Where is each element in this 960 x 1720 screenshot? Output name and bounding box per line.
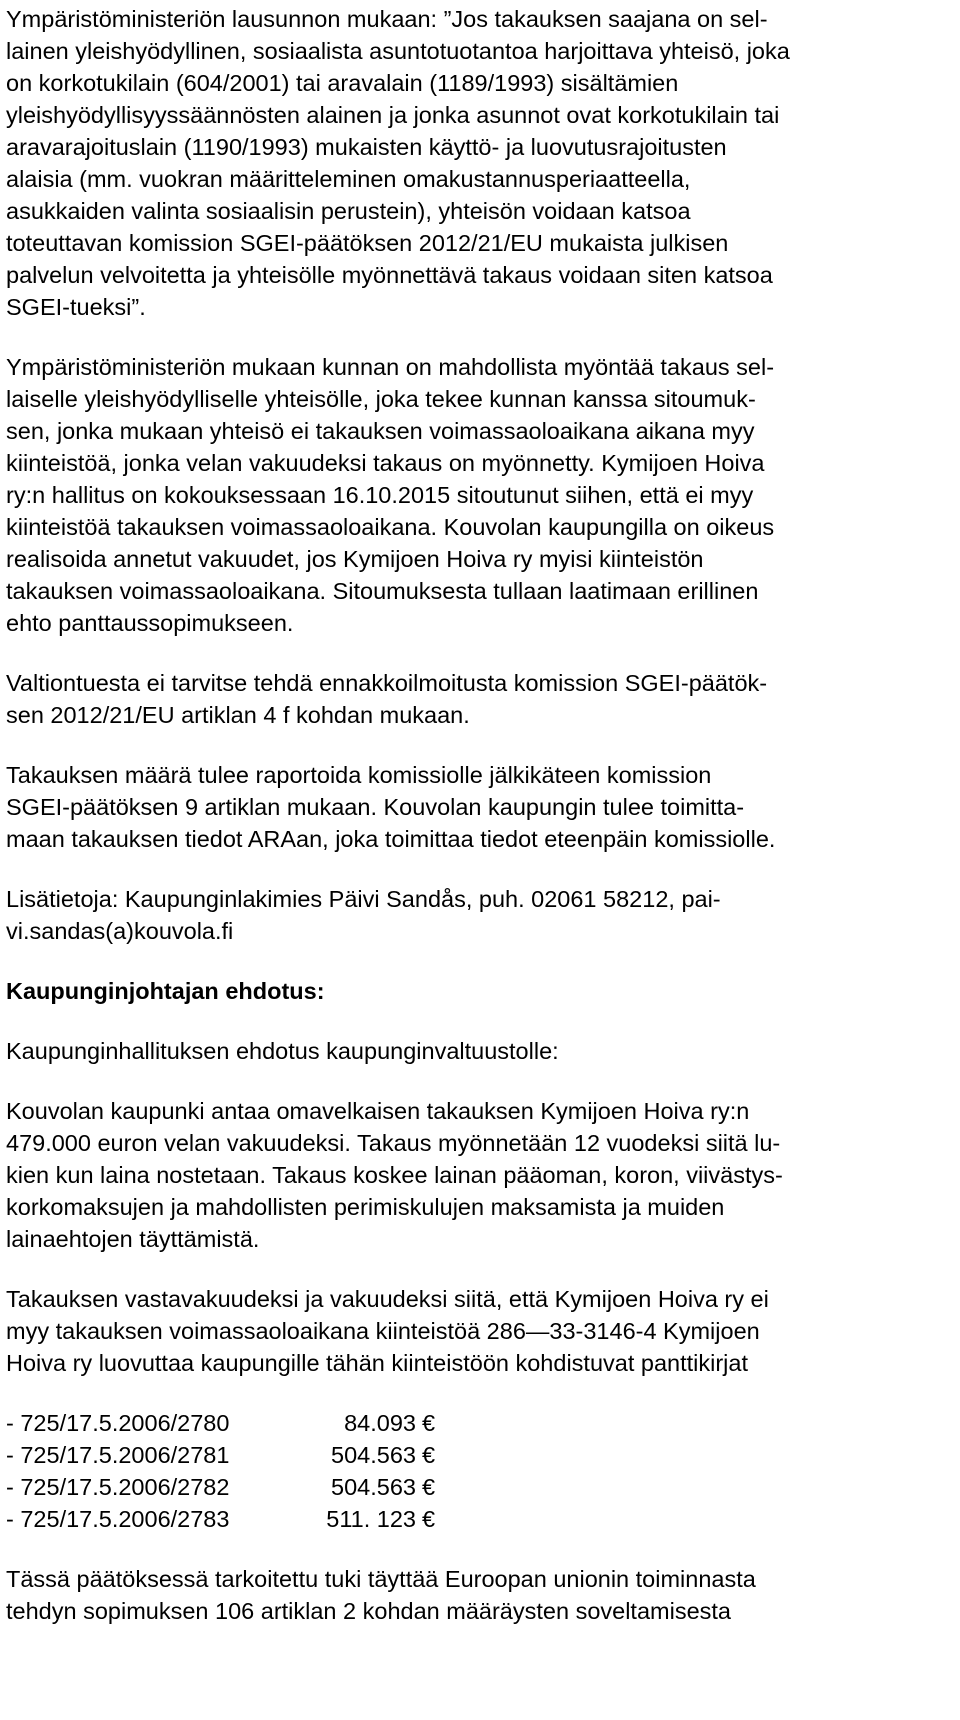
text-line: aravarajoituslain (1190/1993) mukaisten käyttö- ja luovutusrajoitusten: [6, 134, 727, 160]
deed-reference: - 725/17.5.2006/2780: [6, 1410, 230, 1436]
text-line: myy takauksen voimassaoloaikana kiinteistöä 286—33-3146-4 Kymijoen: [6, 1318, 760, 1344]
paragraph-spacer: [6, 1255, 960, 1283]
text-line: vi.sandas(a)kouvola.fi: [6, 918, 234, 944]
text-line: kien kun laina nostetaan. Takaus koskee lainan pääoman, koron, viivästys-: [6, 1162, 783, 1188]
text-line: asukkaiden valinta sosiaalisin perustein), yhteisön voidaan katsoa: [6, 198, 691, 224]
euro-sign: €: [422, 1506, 436, 1532]
deed-reference: - 725/17.5.2006/2783: [6, 1506, 230, 1532]
text-line: kiinteistöä, jonka velan vakuudeksi takaus on myönnetty. Kymijoen Hoiva: [6, 450, 765, 476]
text-line: sen, jonka mukaan yhteisö ei takauksen voimassaoloaikana aikana myy: [6, 418, 755, 444]
paragraph-eu-treaty: [6, 1563, 960, 1627]
text-line: SGEI-tueksi”.: [6, 294, 146, 320]
text-line: on korkotukilain (604/2001) tai aravalain (1189/1993) sisältämien: [6, 70, 679, 96]
text-line: 479.000 euron velan vakuudeksi. Takaus myönnetään 12 vuodeksi siitä lu-: [6, 1130, 781, 1156]
deed-reference: - 725/17.5.2006/2781: [6, 1442, 230, 1468]
text-line: Kaupunginhallituksen ehdotus kaupunginvaltuustolle:: [6, 1038, 559, 1064]
euro-sign: €: [422, 1410, 436, 1436]
text-line: Hoiva ry luovuttaa kaupungille tähän kiinteistöön kohdistuvat panttikirjat: [6, 1350, 748, 1376]
text-line: Ympäristöministeriön mukaan kunnan on mahdollista myöntää takaus sel-: [6, 354, 775, 380]
deed-reference: - 725/17.5.2006/2782: [6, 1474, 230, 1500]
section-heading: Kaupunginjohtajan ehdotus:: [6, 978, 325, 1004]
paragraph-spacer: [6, 947, 960, 975]
paragraph-ministry-statement: [6, 0, 960, 323]
text-line: ry:n hallitus on kokouksessaan 16.10.2015 sitoutunut siihen, että ei myy: [6, 482, 754, 508]
table-row: [6, 1471, 452, 1503]
paragraph-reporting: [6, 759, 960, 855]
deed-amount: 504.563: [331, 1474, 416, 1500]
text-line: SGEI-päätöksen 9 artiklan mukaan. Kouvolan kaupungin tulee toimitta-: [6, 794, 745, 820]
deed-amount: 511. 123: [326, 1506, 416, 1532]
text-line: Kouvolan kaupunki antaa omavelkaisen takauksen Kymijoen Hoiva ry:n: [6, 1098, 750, 1124]
table-row: [6, 1503, 452, 1535]
text-line: realisoida annetut vakuudet, jos Kymijoen Hoiva ry myisi kiinteistön: [6, 546, 704, 572]
text-line: toteuttavan komission SGEI-päätöksen 2012/21/EU mukaista julkisen: [6, 230, 729, 256]
paragraph-spacer: [6, 323, 960, 351]
paragraph-spacer: [6, 731, 960, 759]
text-line: takauksen voimassaoloaikana. Sitoumuksesta tullaan laatimaan erillinen: [6, 578, 759, 604]
euro-sign: €: [422, 1474, 436, 1500]
text-line: tehdyn sopimuksen 106 artiklan 2 kohdan määräysten soveltamisesta: [6, 1598, 731, 1624]
text-line: Takauksen vastavakuudeksi ja vakuudeksi siitä, että Kymijoen Hoiva ry ei: [6, 1286, 769, 1312]
paragraph-guarantee-decision: [6, 1095, 960, 1255]
text-line: korkomaksujen ja mahdollisten perimiskulujen maksamista ja muiden: [6, 1194, 725, 1220]
text-line: maan takauksen tiedot ARAan, joka toimittaa tiedot eteenpäin komissiolle.: [6, 826, 776, 852]
paragraph-municipal-guarantee: [6, 351, 960, 639]
euro-sign: €: [422, 1442, 436, 1468]
text-line: Tässä päätöksessä tarkoitettu tuki täyttää Euroopan unionin toiminnasta: [6, 1566, 756, 1592]
paragraph-contact-info: [6, 883, 960, 947]
paragraph-spacer: [6, 1007, 960, 1035]
mortgage-deeds-table: [6, 1407, 452, 1535]
deed-amount: 84.093: [344, 1410, 416, 1436]
deed-amount: 504.563: [331, 1442, 416, 1468]
paragraph-spacer: [6, 1379, 960, 1407]
text-line: laiselle yleishyödylliselle yhteisölle, joka tekee kunnan kanssa sitoumuk-: [6, 386, 756, 412]
paragraph-counter-security: [6, 1283, 960, 1379]
text-line: yleishyödyllisyyssäännösten alainen ja jonka asunnot ovat korkotukilain tai: [6, 102, 780, 128]
text-line: Takauksen määrä tulee raportoida komissiolle jälkikäteen komission: [6, 762, 712, 788]
table-row: [6, 1407, 452, 1439]
text-line: kiinteistöä takauksen voimassaoloaikana. Kouvolan kaupungilla on oikeus: [6, 514, 775, 540]
text-line: sen 2012/21/EU artiklan 4 f kohdan mukaan.: [6, 702, 470, 728]
table-row: [6, 1439, 452, 1471]
paragraph-spacer: [6, 1535, 960, 1563]
text-line: Lisätietoja: Kaupunginlakimies Päivi Sandås, puh. 02061 58212, pai-: [6, 886, 721, 912]
text-line: ehto panttaussopimukseen.: [6, 610, 294, 636]
paragraph-spacer: [6, 1067, 960, 1095]
text-line: Valtiontuesta ei tarvitse tehdä ennakkoilmoitusta komission SGEI-päätök-: [6, 670, 768, 696]
text-line: palvelun velvoitetta ja yhteisölle myönnettävä takaus voidaan siten katsoa: [6, 262, 773, 288]
text-line: lainen yleishyödyllinen, sosiaalista asuntotuotantoa harjoittava yhteisö, joka: [6, 38, 790, 64]
text-line: alaisia (mm. vuokran määritteleminen omakustannusperiaatteella,: [6, 166, 691, 192]
paragraph-spacer: [6, 855, 960, 883]
paragraph-state-aid-notification: [6, 667, 960, 731]
text-line: Ympäristöministeriön lausunnon mukaan: ”Jos takauksen saajana on sel-: [6, 6, 768, 32]
paragraph-spacer: [6, 639, 960, 667]
text-line: lainaehtojen täyttämistä.: [6, 1226, 260, 1252]
proposal-intro: [6, 1035, 960, 1067]
